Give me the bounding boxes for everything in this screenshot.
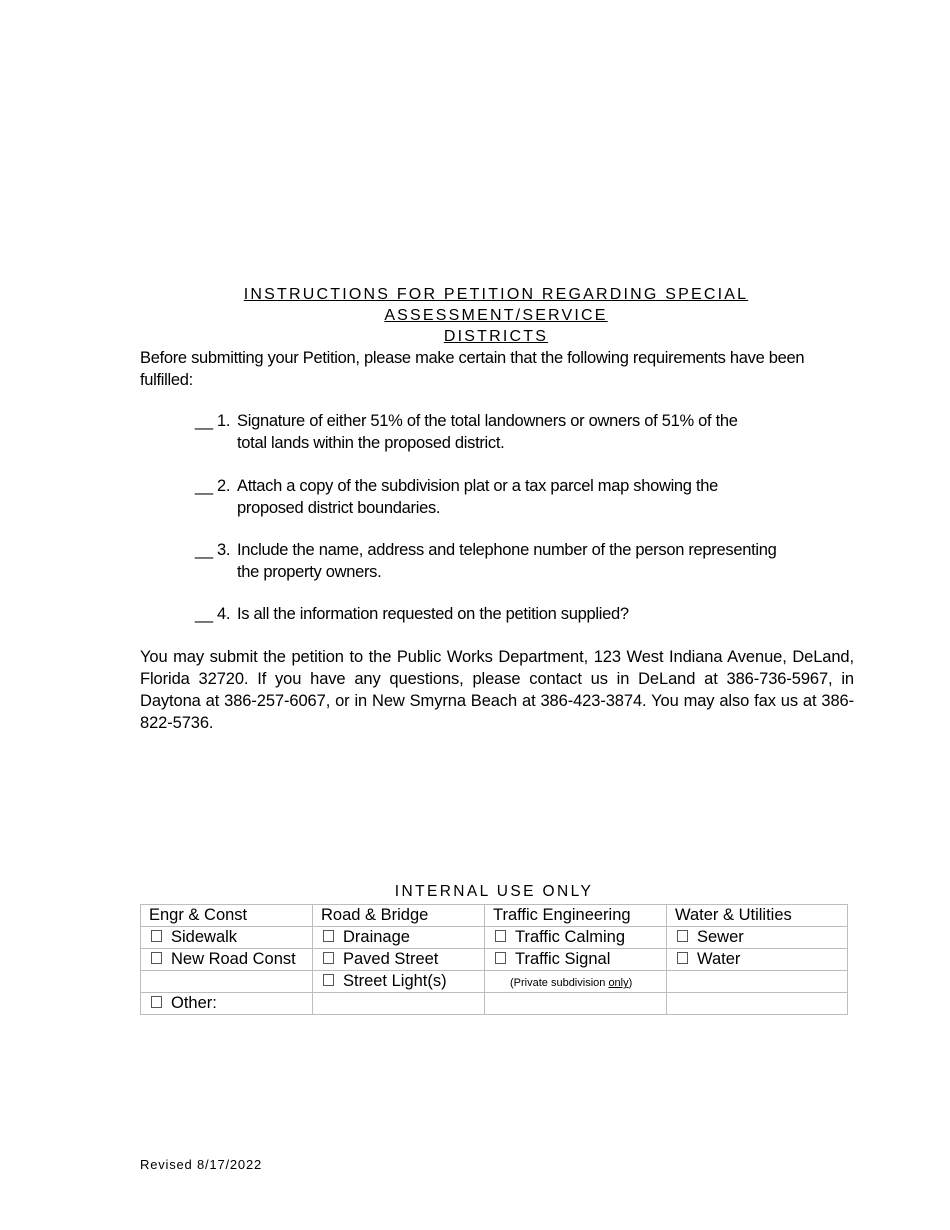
drainage-checkbox[interactable] [323,930,334,942]
title-line-2: DISTRICTS [443,328,549,345]
traffic-note: (Private subdivision only) [510,977,633,989]
new-road-const-checkbox[interactable] [151,952,162,964]
other-label: Other: [171,994,217,1012]
requirement-text: Attach a copy of the subdivision plat or a tax parcel map showing the [237,477,719,495]
traffic-calming-checkbox[interactable] [495,930,506,942]
header-traffic-engineering: Traffic Engineering [485,905,667,927]
header-engr-const: Engr & Const [141,905,313,927]
traffic-calming-label: Traffic Calming [515,928,626,946]
paved-street-checkbox[interactable] [323,952,334,964]
check-blank: __ [195,477,213,495]
requirement-4 [195,604,835,626]
internal-use-table [140,904,848,1015]
check-blank: __ [195,541,213,559]
internal-use-heading: INTERNAL USE ONLY [394,883,594,900]
intro-text: Before submitting your Petition, please make certain that the following requirements have been fulfilled: [140,349,805,389]
title-line-1: INSTRUCTIONS FOR PETITION REGARDING SPECIAL ASSESSMENT/SERVICE [243,286,749,324]
traffic-signal-checkbox[interactable] [495,952,506,964]
sewer-label: Sewer [697,928,744,946]
requirement-3 [195,540,835,583]
header-road-bridge: Road & Bridge [313,905,485,927]
requirement-text-cont: proposed district boundaries. [237,498,441,517]
drainage-label: Drainage [343,928,410,946]
requirement-number: 4. [217,605,231,623]
requirement-number: 3. [217,541,231,559]
requirement-number: 1. [217,412,231,430]
requirement-2 [195,476,835,519]
contact-paragraph: You may submit the petition to the Public Works Department, 123 West Indiana Avenue, DeLand, Florida 32720. If you have any questions, please contact us in DeLand at 386-736-5967, in Daytona at 386-257-6067, or in New Smyrna Beach at 386-423-3874. You may also fax us at 386-822-5736. [140,648,854,732]
requirement-text: Signature of either 51% of the total landowners or owners of 51% of the [237,412,738,430]
revised-date: Revised 8/17/2022 [140,1157,263,1172]
street-lights-checkbox[interactable] [323,974,334,986]
other-checkbox[interactable] [151,996,162,1008]
sidewalk-label: Sidewalk [171,928,238,946]
water-label: Water [697,950,741,968]
empty-cell [141,971,313,993]
sewer-checkbox[interactable] [677,930,688,942]
traffic-signal-label: Traffic Signal [515,950,611,968]
street-lights-label: Street Light(s) [343,972,447,990]
table-header-row [141,905,848,927]
requirement-text: Is all the information requested on the petition supplied? [237,605,629,623]
water-checkbox[interactable] [677,952,688,964]
empty-cell [667,993,848,1015]
table-row [141,949,848,971]
empty-cell [313,993,485,1015]
requirement-text-cont: the property owners. [237,562,382,581]
requirement-1 [195,411,835,454]
sidewalk-checkbox[interactable] [151,930,162,942]
empty-cell [485,993,667,1015]
table-row [141,971,848,993]
table-row [141,993,848,1015]
document-title [140,284,852,347]
check-blank: __ [195,412,213,430]
paved-street-label: Paved Street [343,950,439,968]
requirement-text: Include the name, address and telephone number of the person representing [237,541,777,559]
check-blank: __ [195,605,213,623]
header-water-utilities: Water & Utilities [667,905,848,927]
new-road-const-label: New Road Const [171,950,296,968]
table-row [141,927,848,949]
requirement-text-cont: total lands within the proposed district. [237,433,505,452]
empty-cell [667,971,848,993]
requirement-number: 2. [217,477,231,495]
